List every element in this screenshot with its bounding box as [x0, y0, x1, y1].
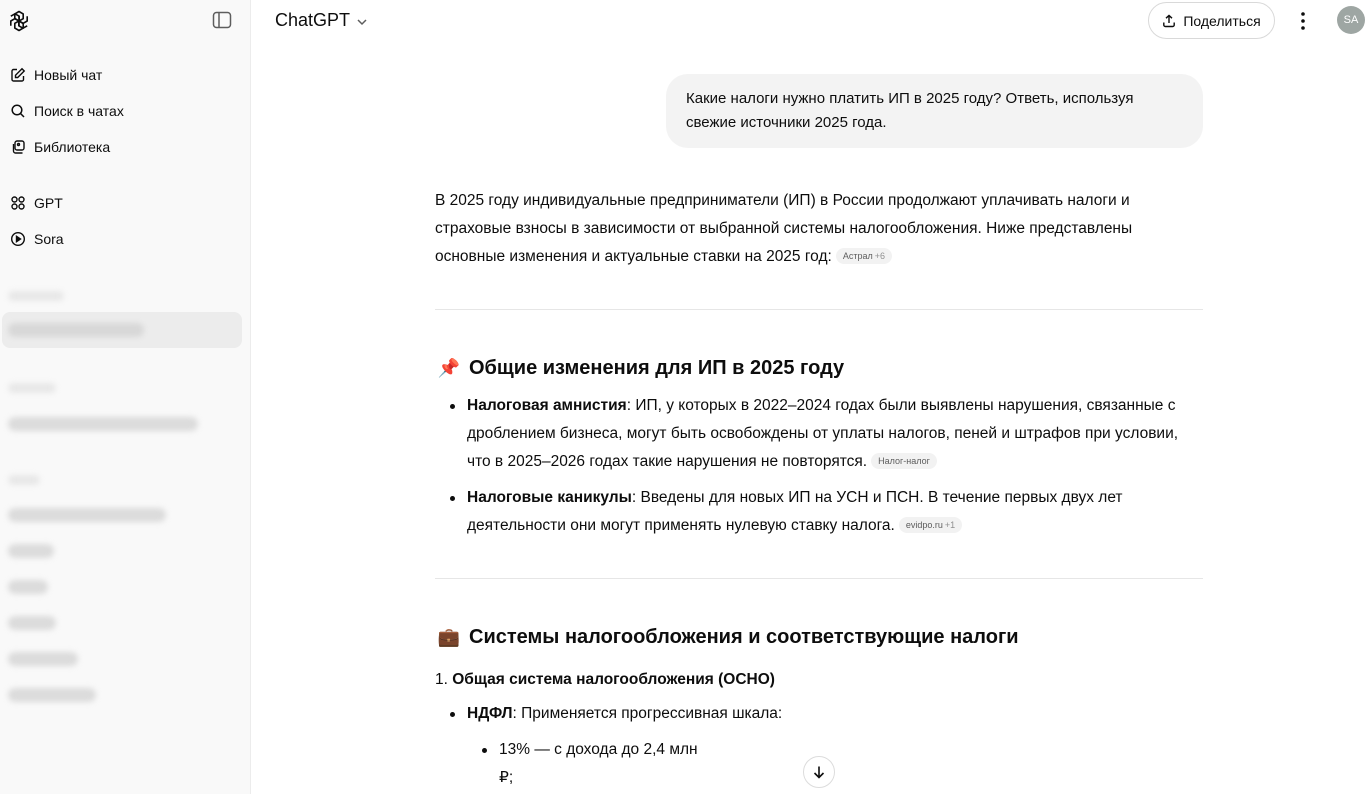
- citation-source: evidpo.ru: [905, 520, 943, 530]
- share-label: Поделиться: [1183, 12, 1261, 29]
- bullet-bold: Налоговые каникулы: [467, 489, 632, 506]
- history-group-label: [8, 383, 56, 393]
- search-icon: [10, 103, 26, 119]
- sidebar: [0, 0, 251, 794]
- bullet-bold: НДФЛ: [467, 705, 513, 722]
- more-options-button[interactable]: [1292, 8, 1314, 34]
- gpt-grid-icon: [10, 195, 26, 211]
- list-item: [467, 392, 1203, 476]
- model-selector[interactable]: [275, 10, 368, 31]
- share-button[interactable]: [1148, 2, 1275, 39]
- sidebar-item-gpt[interactable]: [10, 189, 63, 217]
- chevron-down-icon: [356, 16, 368, 28]
- list-item: [467, 700, 1207, 728]
- history-group-label: [8, 475, 40, 485]
- citation-more: +6: [874, 251, 885, 261]
- history-item[interactable]: [8, 508, 166, 522]
- user-message: Какие налоги нужно платить ИП в 2025 году? Ответь, используя свежие источники 2025 года.: [666, 74, 1203, 148]
- citation-source: Налог-налог: [878, 456, 930, 466]
- sidebar-item-search[interactable]: [10, 97, 124, 125]
- history-group-label: [8, 291, 64, 301]
- bullet-text: : Применяется прогрессивная шкала:: [512, 705, 783, 722]
- section-heading-tax-systems: [437, 623, 1019, 651]
- bullet-bold: Налоговая амнистия: [467, 397, 627, 414]
- history-item[interactable]: [8, 417, 198, 431]
- assistant-intro: [435, 187, 1203, 271]
- history-item[interactable]: [8, 652, 78, 666]
- history-item[interactable]: [8, 688, 96, 702]
- scroll-down-button[interactable]: [803, 756, 835, 788]
- numbered-item: [435, 666, 775, 694]
- item-number: 1.: [435, 671, 448, 688]
- item-title: Общая система налогообложения (ОСНО): [452, 671, 775, 688]
- arrow-down-icon: [811, 764, 827, 780]
- sidebar-item-label: Sora: [34, 231, 64, 247]
- bullet-text: : Введены для новых ИП на УСН и ПСН. В течение первых двух лет деятельности они могут применять нулевую ставку налога.: [467, 489, 1123, 534]
- vertical-dots-icon: [1301, 12, 1305, 30]
- sidebar-item-label: Новый чат: [34, 67, 103, 83]
- openai-logo-icon[interactable]: [7, 9, 31, 33]
- history-item[interactable]: [8, 616, 56, 630]
- sub-list-item: [499, 736, 709, 792]
- list-item: [467, 484, 1167, 540]
- library-icon: [10, 139, 26, 155]
- sidebar-item-sora[interactable]: [10, 225, 64, 253]
- history-item[interactable]: [8, 580, 48, 594]
- rate-text: 13% — с дохода до 2,4 млн ₽;: [499, 741, 698, 786]
- briefcase-icon: 💼: [437, 627, 461, 647]
- citation-chip[interactable]: [899, 517, 962, 533]
- section-heading-changes: [437, 354, 844, 382]
- section-divider: [435, 309, 1203, 310]
- avatar[interactable]: SA: [1337, 6, 1365, 34]
- intro-text: В 2025 году индивидуальные предприниматели (ИП) в России продолжают уплачивать налоги и страховые взносы в зависимости от выбранной системы налогообложения. Ниже представлены основные изменения и актуальные ставки на 2025 год:: [435, 192, 1133, 265]
- citation-more: +1: [944, 520, 956, 530]
- new-chat-icon: [10, 67, 26, 83]
- citation-chip[interactable]: [871, 453, 937, 469]
- history-item[interactable]: [8, 544, 54, 558]
- sidebar-toggle-icon[interactable]: [212, 11, 232, 29]
- sidebar-item-label: Поиск в чатах: [34, 103, 124, 119]
- play-icon: [10, 231, 26, 247]
- model-name: ChatGPT: [275, 10, 351, 30]
- citation-chip[interactable]: [836, 248, 892, 264]
- sidebar-item-label: Библиотека: [34, 139, 111, 155]
- sidebar-item-library[interactable]: [10, 133, 110, 161]
- sidebar-item-label: GPT: [34, 195, 63, 211]
- section-divider: [435, 578, 1203, 579]
- upload-icon: [1162, 14, 1176, 28]
- bullet-text: : ИП, у которых в 2022–2024 годах были выявлены нарушения, связанные с дроблением бизнеса, могут быть освобождены от уплаты налогов, пеней и штрафов при условии, что в 2025–2026 годах такие нарушения не повторятся.: [467, 397, 1179, 470]
- section-title: Системы налогообложения и соответствующие налоги: [469, 626, 1019, 648]
- section-title: Общие изменения для ИП в 2025 году: [469, 357, 845, 379]
- history-item[interactable]: [8, 323, 144, 337]
- pushpin-icon: 📌: [437, 358, 461, 378]
- citation-source: Астрал: [842, 251, 873, 261]
- sidebar-item-new-chat[interactable]: [10, 61, 102, 89]
